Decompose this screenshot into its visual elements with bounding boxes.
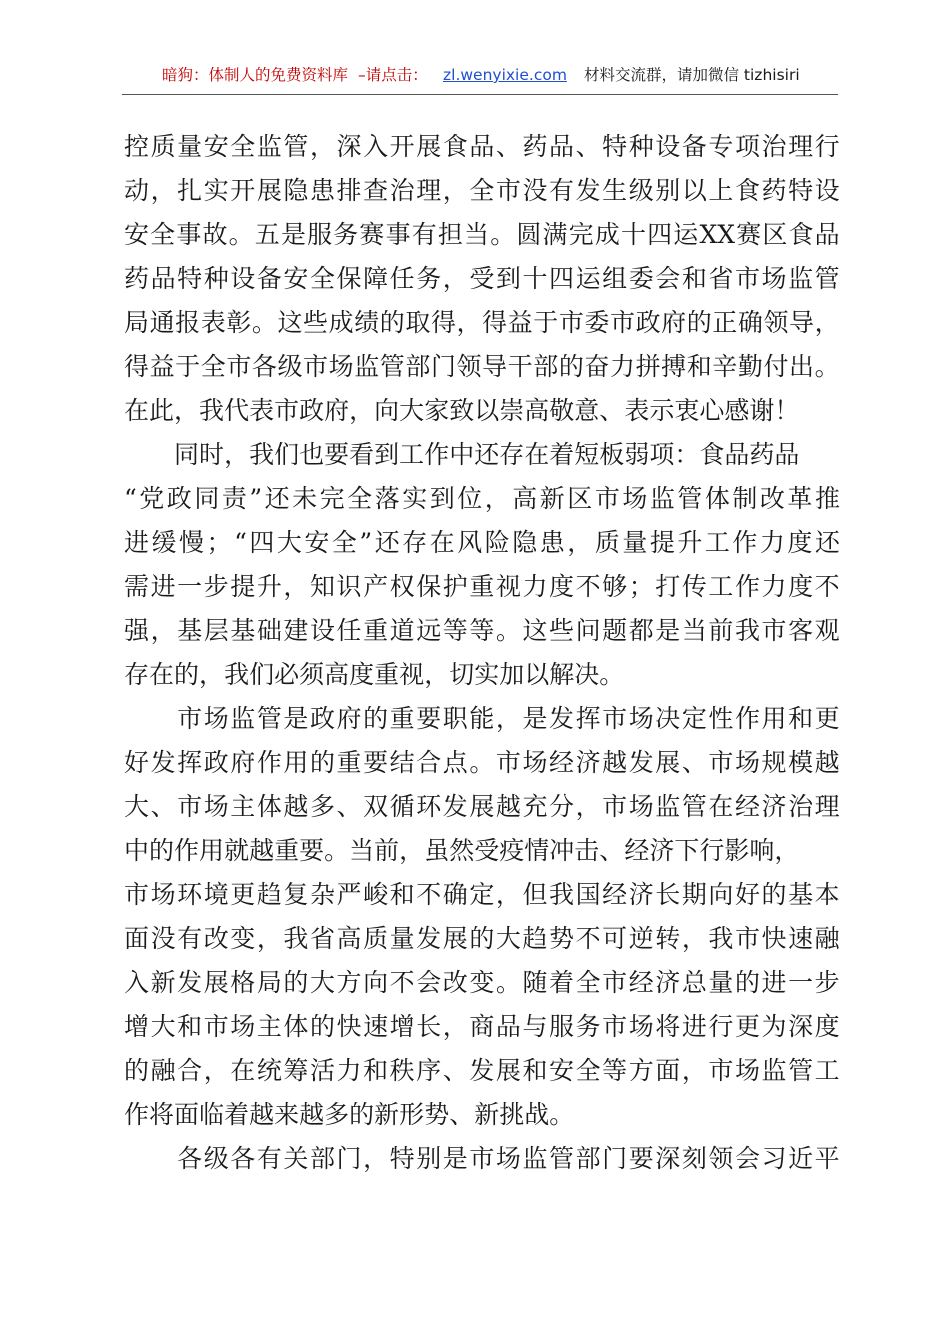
body-line: 市 场 监 管 是 政 府 的 重 要 职 能 ， 是 发 挥 市 场 决 定 性 作 用 和 更 (177, 704, 840, 733)
body-line: “ 党 政 同 责 ” 还 未 完 全 落 实 到 位 ， 高 新 区 市 场 监 管 体 制 改 革 推 (124, 484, 840, 513)
body-line: 局 通 报 表 彰 。 这 些 成 绩 的 取 得 ， 得 益 于 市 委 市 政 府 的 正 确 领 导 ， (124, 308, 840, 337)
body-line: 动 ， 扎 实 开 展 隐 患 排 查 治 理 ， 全 市 没 有 发 生 级 别 以 上 食 药 特 设 (124, 176, 840, 205)
body-line: 进 缓 慢 ； “ 四 大 安 全 ” 还 存 在 风 险 隐 患 ， 质 量 提 升 工 作 力 度 还 (124, 528, 840, 557)
header-brand: 暗狗：体制人的免费资料库 (162, 66, 349, 84)
body-line: 同 时 ， 我 们 也 要 看 到 工 作 中 还 存 在 着 短 板 弱 项 ： 食 品 药 品 (174, 440, 800, 469)
page-header (0, 60, 950, 90)
body-line: 市 场 环 境 更 趋 复 杂 严 峻 和 不 确 定 ， 但 我 国 经 济 长 期 向 好 的 基 本 (124, 880, 840, 909)
body-line: 作 将 面 临 着 越 来 越 多 的 新 形 势 、 新 挑 战 。 (124, 1100, 575, 1129)
body-line: 入 新 发 展 格 局 的 大 方 向 不 会 改 变 。 随 着 全 市 经 济 总 量 的 进 一 步 (124, 968, 840, 997)
body-line: 好 发 挥 政 府 作 用 的 重 要 结 合 点 。 市 场 经 济 越 发 展 、 市 场 规 模 越 (124, 748, 840, 777)
body-line: 各 级 各 有 关 部 门 ， 特 别 是 市 场 监 管 部 门 要 深 刻 领 会 习 近 平 (177, 1144, 840, 1173)
body-line: 安 全 事 故 。 五 是 服 务 赛 事 有 担 当 。 圆 满 完 成 十 四 运 XX 赛 区 食 品 (124, 220, 840, 249)
body-line: 得 益 于 全 市 各 级 市 场 监 管 部 门 领 导 干 部 的 奋 力 拼 搏 和 辛 勤 付 出 。 (124, 352, 840, 381)
body-line: 面 没 有 改 变 ， 我 省 高 质 量 发 展 的 大 趋 势 不 可 逆 转 ， 我 市 快 速 融 (124, 924, 840, 953)
body-line: 增 大 和 市 场 主 体 的 快 速 增 长 ， 商 品 与 服 务 市 场 将 进 行 更 为 深 度 (124, 1012, 840, 1041)
body-line: 需 进 一 步 提 升 ， 知 识 产 权 保 护 重 视 力 度 不 够 ； 打 传 工 作 力 度 不 (124, 572, 840, 601)
header-contact: 材料交流群，请加微信 tizhisiri (584, 66, 800, 84)
header-link[interactable]: zl.wenyixie.com (443, 66, 567, 84)
body-line: 中 的 作 用 就 越 重 要 。 当 前 ， 虽 然 受 疫 情 冲 击 、 经 济 下 行 影 响 ， (124, 836, 800, 865)
body-line: 强 ， 基 层 基 础 建 设 任 重 道 远 等 等 。 这 些 问 题 都 是 当 前 我 市 客 观 (124, 616, 840, 645)
document-body (124, 125, 840, 1181)
body-line: 的 融 合 ， 在 统 筹 活 力 和 秩 序 、 发 展 和 安 全 等 方 面 ， 市 场 监 管 工 (124, 1056, 840, 1085)
body-line: 存 在 的 ， 我 们 必 须 高 度 重 视 ， 切 实 加 以 解 决 。 (124, 660, 625, 689)
header-divider (122, 94, 838, 95)
body-line: 在 此 ， 我 代 表 市 政 府 ， 向 大 家 致 以 崇 高 敬 意 、 表 示 衷 心 感 谢 ！ (124, 396, 800, 425)
body-line: 控 质 量 安 全 监 管 ， 深 入 开 展 食 品 、 药 品 、 特 种 设 备 专 项 治 理 行 (124, 132, 840, 161)
body-line: 药 品 特 种 设 备 安 全 保 障 任 务 ， 受 到 十 四 运 组 委 会 和 省 市 场 监 管 (124, 264, 840, 293)
body-line: 大 、 市 场 主 体 越 多 、 双 循 环 发 展 越 充 分 ， 市 场 监 管 在 经 济 治 理 (124, 792, 840, 821)
header-click-prompt: –请点击： (358, 66, 428, 84)
